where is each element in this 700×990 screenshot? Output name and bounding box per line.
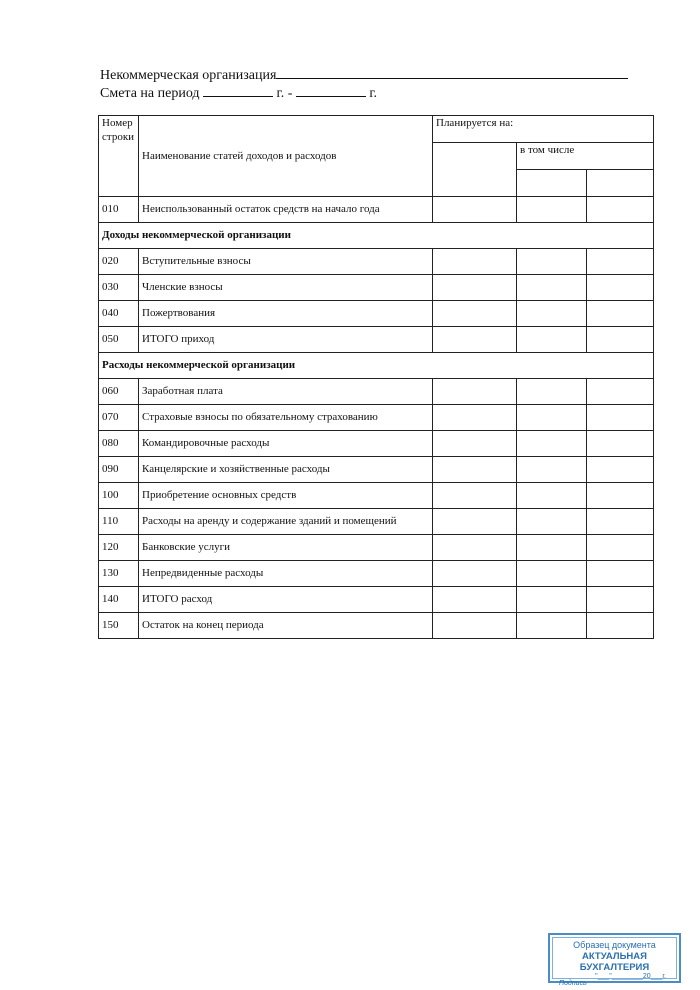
table-row — [99, 379, 654, 405]
row-name: Страховые взносы по обязательному страхованию — [139, 405, 433, 431]
value-cell — [587, 405, 654, 431]
row-name: ИТОГО расход — [139, 587, 433, 613]
row-name: Расходы на аренду и содержание зданий и помещений — [139, 509, 433, 535]
value-cell — [517, 613, 587, 639]
table-row — [99, 509, 654, 535]
value-cell — [587, 561, 654, 587]
table-row — [99, 327, 654, 353]
row-name: ИТОГО приход — [139, 327, 433, 353]
value-cell — [587, 301, 654, 327]
value-cell — [587, 431, 654, 457]
row-number: 010 — [99, 197, 139, 223]
value-cell — [433, 509, 517, 535]
value-cell — [433, 561, 517, 587]
value-cell — [433, 249, 517, 275]
period-line — [100, 84, 377, 102]
value-cell — [433, 301, 517, 327]
org-label: Некоммерческая организация — [100, 68, 277, 83]
header-including-1 — [517, 170, 587, 197]
stamp-sign: Подпись — [559, 980, 587, 987]
header-including: в том числе — [517, 143, 654, 170]
stamp-inner-border — [552, 937, 677, 987]
value-cell — [433, 379, 517, 405]
value-cell — [517, 301, 587, 327]
table-row — [99, 405, 654, 431]
value-cell — [433, 457, 517, 483]
header-including-2 — [587, 170, 654, 197]
table-row — [99, 613, 654, 639]
row-name: Неиспользованный остаток средств на начало года — [139, 197, 433, 223]
row-number: 100 — [99, 483, 139, 509]
row-name: Заработная плата — [139, 379, 433, 405]
header-item-name: Наименование статей доходов и расходов — [139, 116, 433, 197]
value-cell — [433, 535, 517, 561]
value-cell — [433, 483, 517, 509]
table-row — [99, 431, 654, 457]
value-cell — [517, 405, 587, 431]
value-cell — [587, 457, 654, 483]
header-planned: Планируется на: — [433, 116, 654, 143]
header-row-number: Номер строки — [99, 116, 139, 197]
table-row — [99, 535, 654, 561]
value-cell — [587, 327, 654, 353]
row-number: 060 — [99, 379, 139, 405]
value-cell — [517, 587, 587, 613]
stamp-line1: Образец документа — [573, 940, 656, 950]
value-cell — [433, 275, 517, 301]
period-g2: г. — [369, 86, 378, 101]
value-cell — [433, 197, 517, 223]
row-name: Приобретение основных средств — [139, 483, 433, 509]
value-cell — [517, 327, 587, 353]
table-row — [99, 301, 654, 327]
row-name: Вступительные взносы — [139, 249, 433, 275]
org-blank — [276, 66, 628, 79]
row-number: 050 — [99, 327, 139, 353]
table-row — [99, 587, 654, 613]
row-name: Членские взносы — [139, 275, 433, 301]
section-title: Доходы некоммерческой организации — [99, 223, 654, 249]
row-name: Канцелярские и хозяйственные расходы — [139, 457, 433, 483]
value-cell — [587, 379, 654, 405]
row-name: Пожертвования — [139, 301, 433, 327]
row-number: 150 — [99, 613, 139, 639]
value-cell — [433, 613, 517, 639]
period-g1: г. - — [276, 86, 293, 101]
value-cell — [587, 613, 654, 639]
row-name: Банковские услуги — [139, 535, 433, 561]
table-row — [99, 249, 654, 275]
value-cell — [517, 535, 587, 561]
sample-document-stamp — [548, 933, 681, 987]
section-title: Расходы некоммерческой организации — [99, 353, 654, 379]
row-name: Непредвиденные расходы — [139, 561, 433, 587]
stamp-date: "___"________20___г. — [595, 973, 666, 980]
table-row — [99, 457, 654, 483]
row-name: Командировочные расходы — [139, 431, 433, 457]
row-number: 130 — [99, 561, 139, 587]
org-line — [100, 66, 628, 84]
value-cell — [587, 275, 654, 301]
row-number: 110 — [99, 509, 139, 535]
period-start-blank — [203, 84, 273, 97]
row-number: 070 — [99, 405, 139, 431]
value-cell — [517, 275, 587, 301]
stamp-line2: АКТУАЛЬНАЯ БУХГАЛТЕРИЯ — [579, 951, 650, 973]
value-cell — [517, 457, 587, 483]
section-row — [99, 353, 654, 379]
row-number: 040 — [99, 301, 139, 327]
table-row — [99, 561, 654, 587]
value-cell — [517, 197, 587, 223]
table-row — [99, 483, 654, 509]
row-number: 120 — [99, 535, 139, 561]
value-cell — [587, 535, 654, 561]
value-cell — [517, 561, 587, 587]
period-end-blank — [296, 84, 366, 97]
row-number: 090 — [99, 457, 139, 483]
row-number: 140 — [99, 587, 139, 613]
row-number: 030 — [99, 275, 139, 301]
table-row — [99, 275, 654, 301]
value-cell — [433, 405, 517, 431]
value-cell — [433, 327, 517, 353]
row-number: 020 — [99, 249, 139, 275]
value-cell — [433, 431, 517, 457]
value-cell — [587, 197, 654, 223]
header-planned-total — [433, 143, 517, 197]
table-header-row — [99, 116, 654, 143]
table-row — [99, 197, 654, 223]
estimate-table — [98, 115, 654, 639]
value-cell — [587, 587, 654, 613]
value-cell — [517, 249, 587, 275]
value-cell — [517, 379, 587, 405]
value-cell — [517, 509, 587, 535]
period-label: Смета на период — [100, 86, 200, 101]
value-cell — [587, 483, 654, 509]
value-cell — [517, 483, 587, 509]
row-name: Остаток на конец периода — [139, 613, 433, 639]
value-cell — [517, 431, 587, 457]
section-row — [99, 223, 654, 249]
value-cell — [587, 509, 654, 535]
value-cell — [433, 587, 517, 613]
row-number: 080 — [99, 431, 139, 457]
value-cell — [587, 249, 654, 275]
